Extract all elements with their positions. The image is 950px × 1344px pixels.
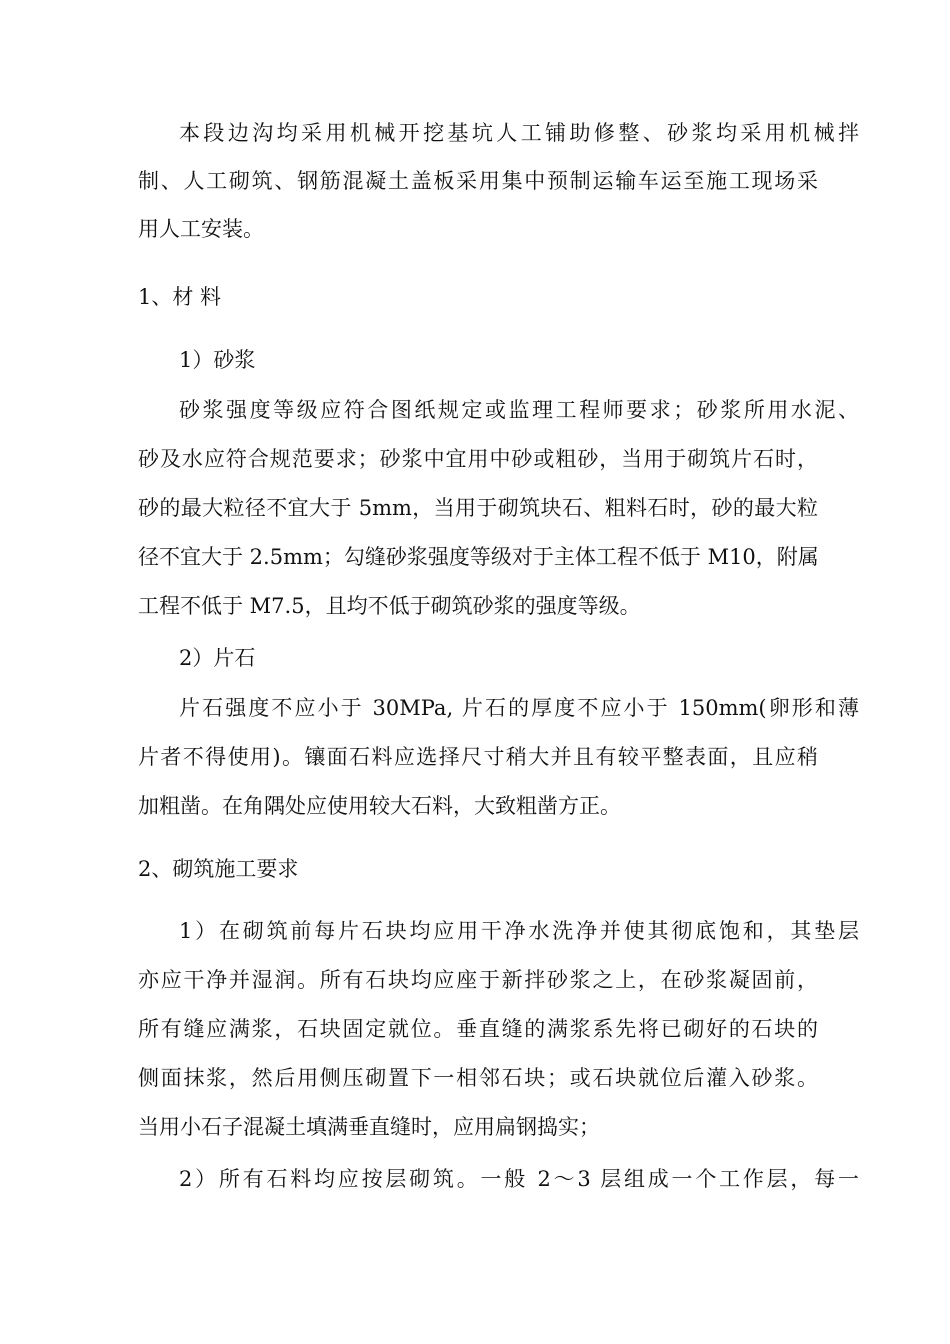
subsection-heading-mortar: 1）砂浆 [179,348,256,372]
paragraph-line: 片石强度不应小于 30MPa, 片石的厚度不应小于 150mm(卵形和薄 [179,696,859,720]
paragraph-line: 侧面抹浆，然后用侧压砌置下一相邻石块；或石块就位后灌入砂浆。 [138,1066,818,1090]
paragraph-line: 亦应干净并湿润。所有石块均应座于新拌砂浆之上，在砂浆凝固前， [138,968,818,992]
section-heading-masonry-requirements: 2、砌筑施工要求 [138,857,299,881]
paragraph-line: 径不宜大于 2.5mm；勾缝砂浆强度等级对于主体工程不低于 M10，附属 [138,545,819,569]
paragraph-line: 1）在砌筑前每片石块均应用干净水洗净并使其彻底饱和，其垫层 [179,919,859,943]
paragraph-line: 用人工安装。 [138,217,264,241]
paragraph-line: 2）所有石料均应按层砌筑。一般 2～3 层组成一个工作层，每一 [179,1167,859,1191]
paragraph-line: 所有缝应满浆，石块固定就位。垂直缝的满浆系先将已砌好的石块的 [138,1017,818,1041]
paragraph-line: 砂及水应符合规范要求；砂浆中宜用中砂或粗砂，当用于砌筑片石时， [138,447,818,471]
paragraph-line: 砂浆强度等级应符合图纸规定或监理工程师要求；砂浆所用水泥、 [179,398,859,422]
paragraph-line: 加粗凿。在角隅处应使用较大石料，大致粗凿方正。 [138,794,621,818]
paragraph-line: 制、人工砌筑、钢筋混凝土盖板采用集中预制运输车运至施工现场采 [138,169,818,193]
paragraph-line: 当用小石子混凝土填满垂直缝时，应用扁钢捣实； [138,1115,600,1139]
paragraph-line: 砂的最大粒径不宜大于 5mm，当用于砌筑块石、粗料石时，砂的最大粒 [138,496,818,520]
section-heading-materials: 1、材 料 [138,285,222,309]
paragraph-line: 本段边沟均采用机械开挖基坑人工铺助修整、砂浆均采用机械拌 [179,121,859,145]
paragraph-line: 片者不得使用)。镶面石料应选择尺寸稍大并且有较平整表面，且应稍 [138,745,818,769]
paragraph-line: 工程不低于 M7.5，且均不低于砌筑砂浆的强度等级。 [138,594,641,618]
subsection-heading-rubble-stone: 2）片石 [179,646,256,670]
